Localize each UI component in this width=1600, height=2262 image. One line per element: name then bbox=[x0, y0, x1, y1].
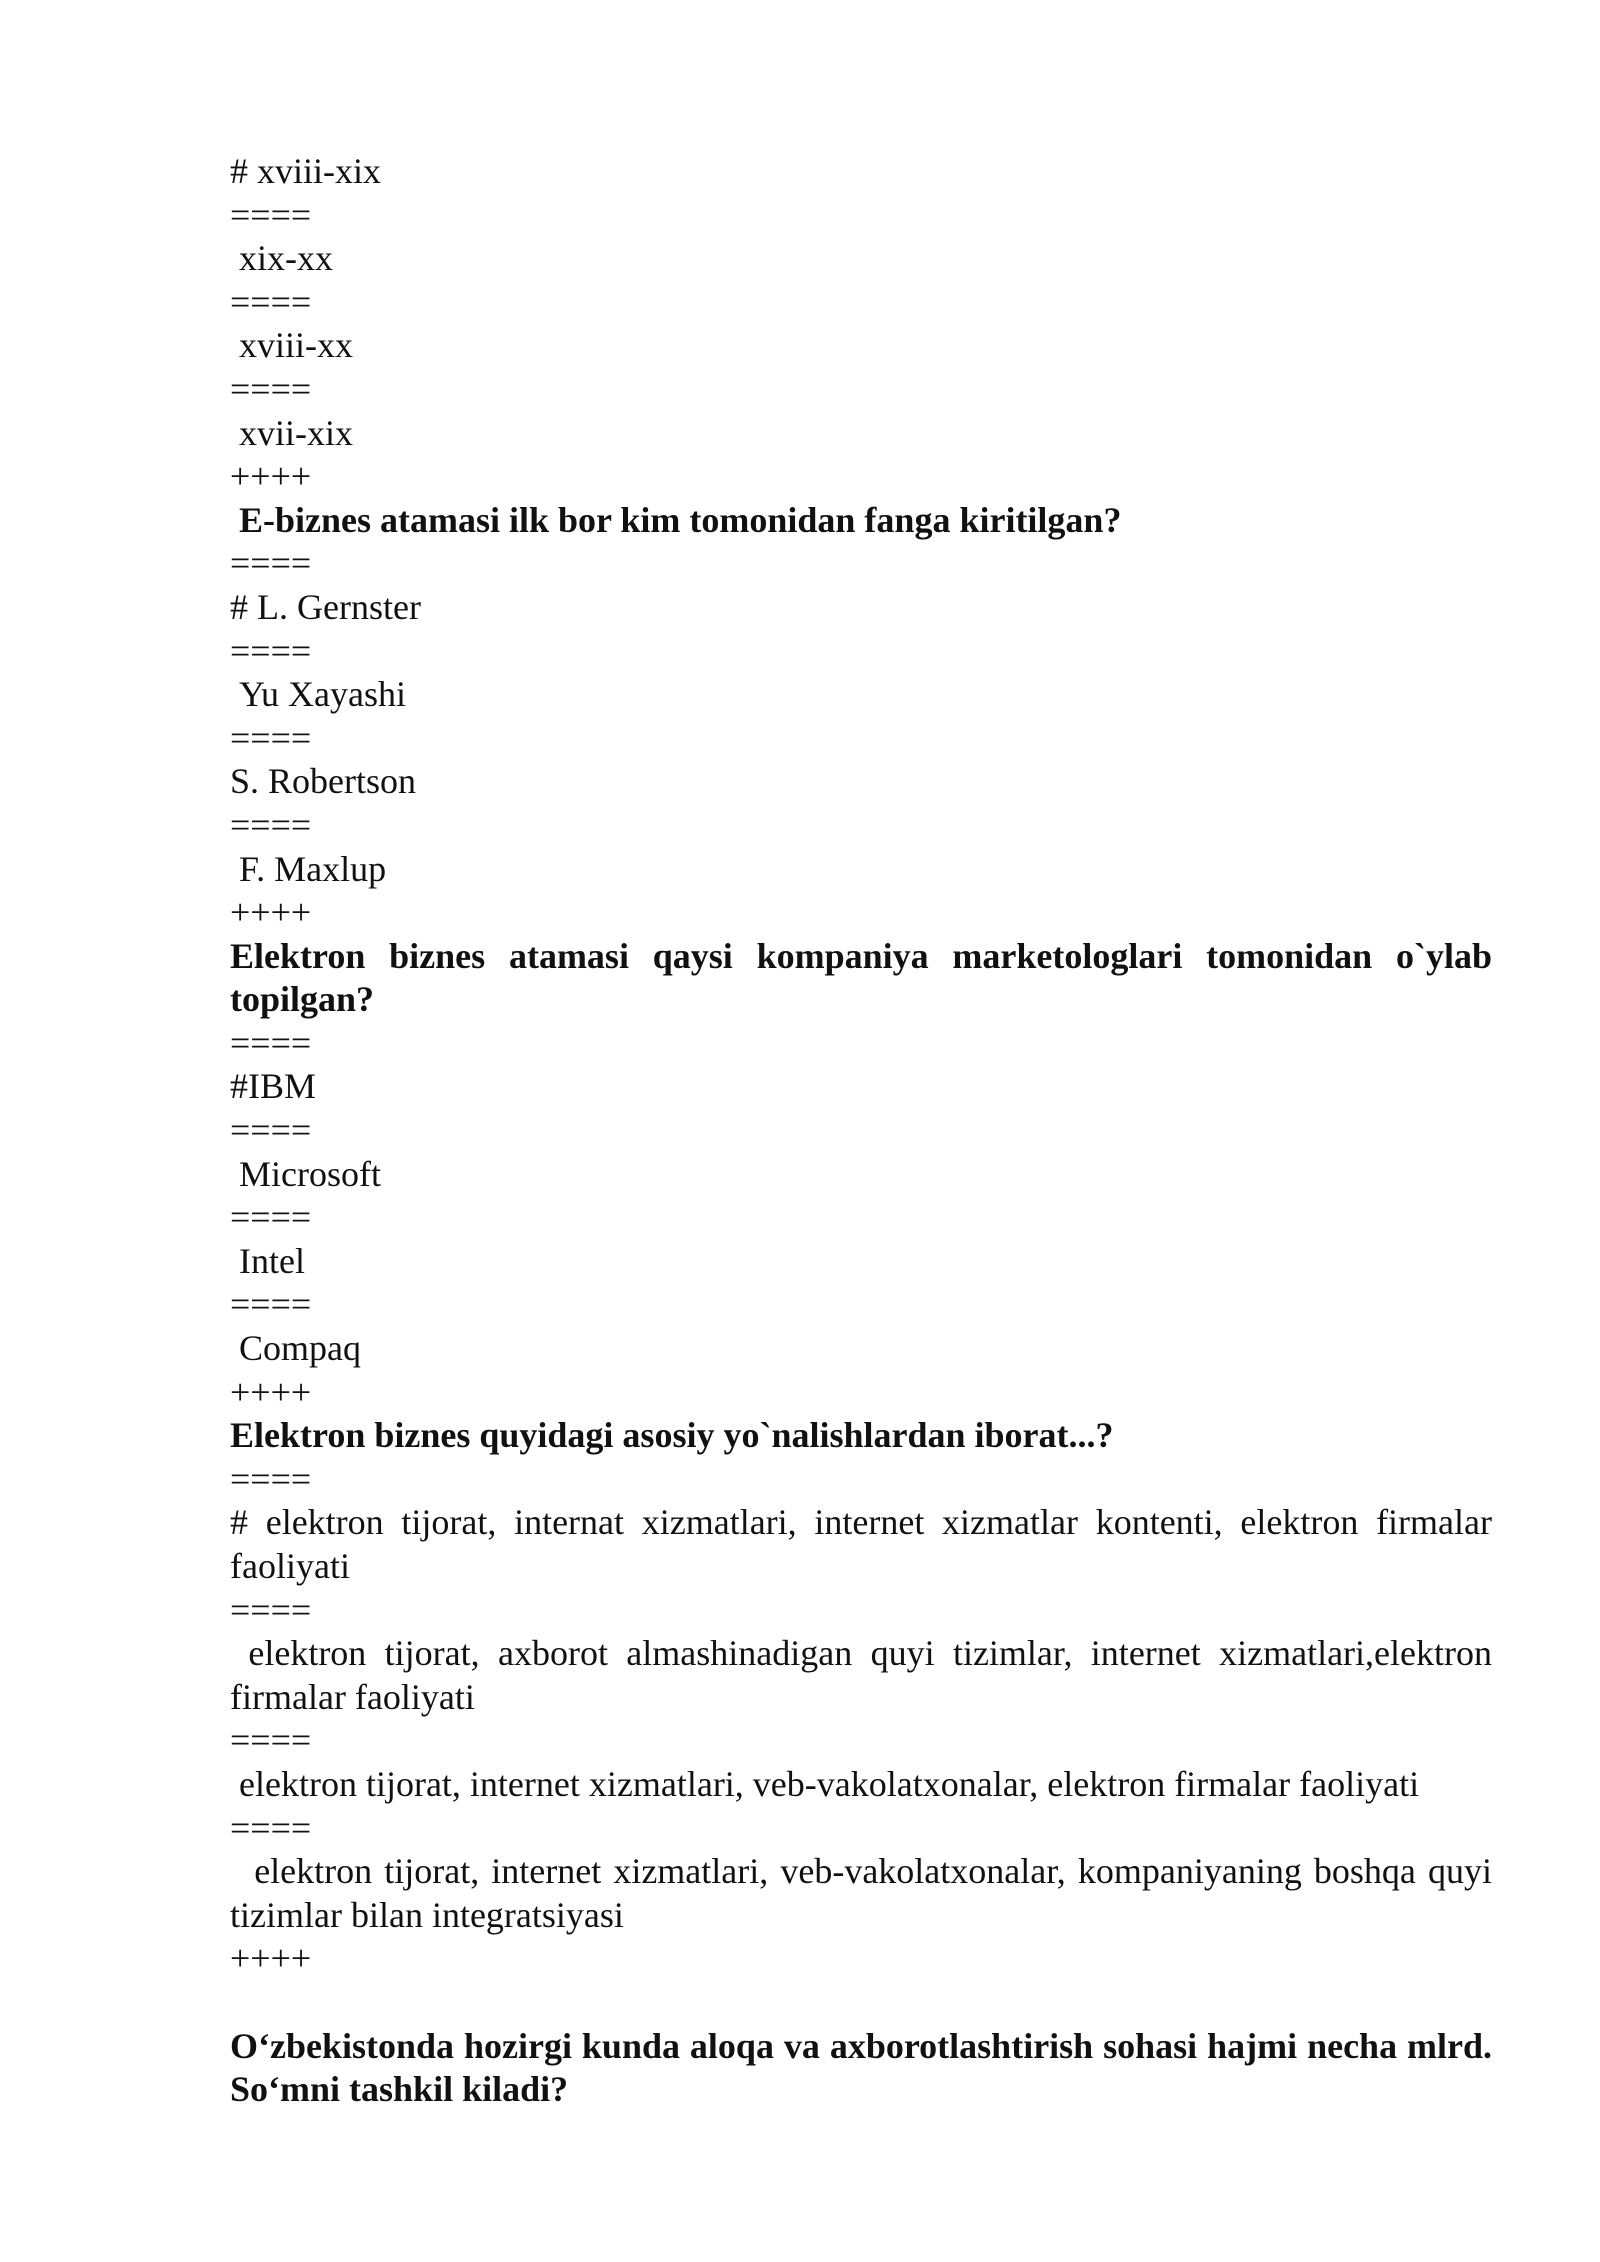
answer-option: S. Robertson bbox=[230, 761, 417, 802]
question-text: E-biznes atamasi ilk bor kim tomonidan fanga kiritilgan? bbox=[230, 499, 1122, 540]
answer-option: Intel bbox=[230, 1240, 305, 1281]
question-separator: ++++ bbox=[230, 1938, 312, 1979]
answer-option: Yu Xayashi bbox=[230, 674, 406, 715]
document-page bbox=[230, 150, 1502, 2112]
option-separator: ==== bbox=[230, 1807, 312, 1848]
option-separator: ==== bbox=[230, 1110, 312, 1151]
answer-option: Microsoft bbox=[230, 1153, 381, 1194]
option-separator: ==== bbox=[230, 717, 312, 758]
answer-option: F. Maxlup bbox=[230, 848, 387, 889]
option-separator: ==== bbox=[230, 1284, 312, 1325]
answer-option: elektron tijorat, internet xizmatlari, veb-vakolatxonalar, elektron firmalar faoliyati bbox=[230, 1763, 1420, 1804]
answer-option-correct: #IBM bbox=[230, 1066, 317, 1107]
answer-option-correct: # L. Gernster bbox=[230, 586, 421, 627]
option-separator: ==== bbox=[230, 1022, 312, 1063]
option-separator: ==== bbox=[230, 194, 312, 235]
question-separator: ++++ bbox=[230, 1371, 312, 1412]
question-separator: ++++ bbox=[230, 456, 312, 497]
question-text: O‘zbekistonda hozirgi kunda aloqa va axborotlashtirish sohasi hajmi necha mlrd. So‘mni tashkil kiladi? bbox=[230, 2025, 1501, 2110]
question-separator: ++++ bbox=[230, 892, 312, 933]
answer-option-correct: # elektron tijorat, internat xizmatlari, internet xizmatlar kontenti, elektron firmalar faoliyati bbox=[230, 1502, 1501, 1586]
option-separator: ==== bbox=[230, 804, 312, 845]
answer-option-correct: # xviii-xix bbox=[230, 151, 381, 191]
option-separator: ==== bbox=[230, 1720, 312, 1761]
option-separator: ==== bbox=[230, 368, 312, 409]
option-separator: ==== bbox=[230, 1589, 312, 1630]
answer-option: xix-xx bbox=[230, 238, 333, 279]
option-separator: ==== bbox=[230, 281, 312, 322]
option-separator: ==== bbox=[230, 630, 312, 671]
answer-option: xviii-xx bbox=[230, 325, 353, 366]
option-separator: ==== bbox=[230, 543, 312, 584]
answer-option: elektron tijorat, internet xizmatlari, veb-vakolatxonalar, kompaniyaning boshqa quyi tizimlar bilan integratsiyasi bbox=[230, 1851, 1502, 1935]
answer-option: Compaq bbox=[230, 1328, 361, 1369]
answer-option: elektron tijorat, axborot almashinadigan quyi tizimlar, internet xizmatlari,elektron firmalar faoliyati bbox=[230, 1633, 1501, 1717]
blank-line bbox=[230, 1981, 1492, 2025]
answer-option: xvii-xix bbox=[230, 412, 353, 453]
question-text: Elektron biznes quyidagi asosiy yo`nalishlardan iborat...? bbox=[230, 1415, 1114, 1456]
option-separator: ==== bbox=[230, 1197, 312, 1238]
question-text: Elektron biznes atamasi qaysi kompaniya marketologlari tomonidan o`ylab topilgan? bbox=[230, 935, 1501, 1020]
option-separator: ==== bbox=[230, 1458, 312, 1499]
